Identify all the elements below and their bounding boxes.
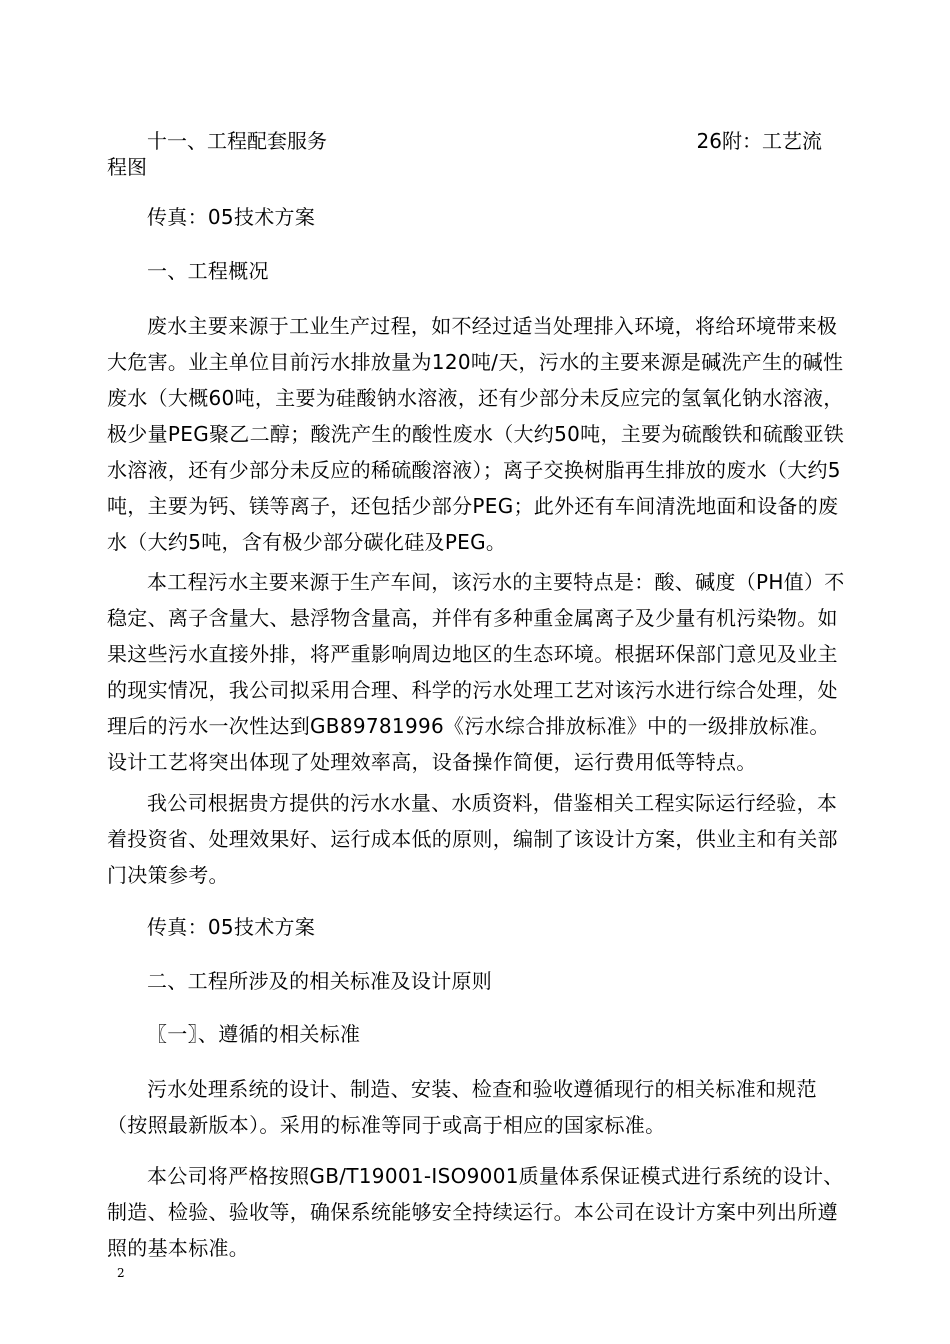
fax-line: 传真：05技术方案 — [147, 205, 316, 229]
subsection-heading-standards: 〖一〗、遵循的相关标准 — [147, 1022, 361, 1046]
toc-entry-right: 26附：工艺流 — [696, 129, 822, 153]
paragraph-project-characteristics: 本工程污水主要来源于生产车间，该污水的主要特点是：酸、碱度（PH值）不稳定、离子含量大、悬浮物含量高，并伴有多种重金属离子及少量有机污染物。如果这些污水直接外排，将严重影响周边地区的生态环境。根据环保部门意见及业主的现实情况，我公司拟采用合理、科学的污水处理工艺对该污水进行综合处理，处理后的污水一次性达到GB89781996《污水综合排放标准》中的一级排放标准。设计工艺将突出体现了处理效率高，设备操作简便，运行费用低等特点。 — [107, 570, 845, 774]
section-heading-overview: 一、工程概况 — [147, 259, 269, 283]
toc-entry-left: 十一、工程配套服务 — [147, 129, 327, 153]
paragraph-wastewater-sources: 废水主要来源于工业生产过程，如不经过适当处理排入环境，将给环境带来极大危害。业主单位目前污水排放量为120吨/天，污水的主要来源是碱洗产生的碱性废水（大概60吨，主要为硅酸钠水溶液，还有少部分未反应完的氢氧化钠水溶液，极少量PEG聚乙二醇；酸洗产生的酸性废水（大约50吨，主要为硫酸铁和硫酸亚铁水溶液，还有少部分未反应的稀硫酸溶液）；离子交换树脂再生排放的废水（大约5吨，主要为钙、镁等离子，还包括少部分PEG；此外还有车间清洗地面和设备的废水（大约5吨，含有极少部分碳化硅及PEG。 — [107, 314, 845, 554]
paragraph-quality-system: 本公司将严格按照GB/T19001-ISO9001质量体系保证模式进行系统的设计、制造、检验、验收等，确保系统能够安全持续运行。本公司在设计方案中列出所遵照的基本标准。 — [107, 1164, 844, 1260]
section-heading-standards: 二、工程所涉及的相关标准及设计原则 — [147, 969, 493, 993]
paragraph-design-basis: 我公司根据贵方提供的污水水量、水质资料，借鉴相关工程实际运行经验，本着投资省、处理效果好、运行成本低的原则，编制了该设计方案，供业主和有关部门决策参考。 — [107, 791, 838, 887]
fax-line: 传真：05技术方案 — [147, 915, 316, 939]
toc-entry-continuation: 程图 — [107, 155, 147, 179]
paragraph-standards-compliance: 污水处理系统的设计、制造、安装、检查和验收遵循现行的相关标准和规范（按照最新版本）。采用的标准等同于或高于相应的国家标准。 — [107, 1077, 817, 1137]
page-number: 2 — [117, 1266, 125, 1280]
